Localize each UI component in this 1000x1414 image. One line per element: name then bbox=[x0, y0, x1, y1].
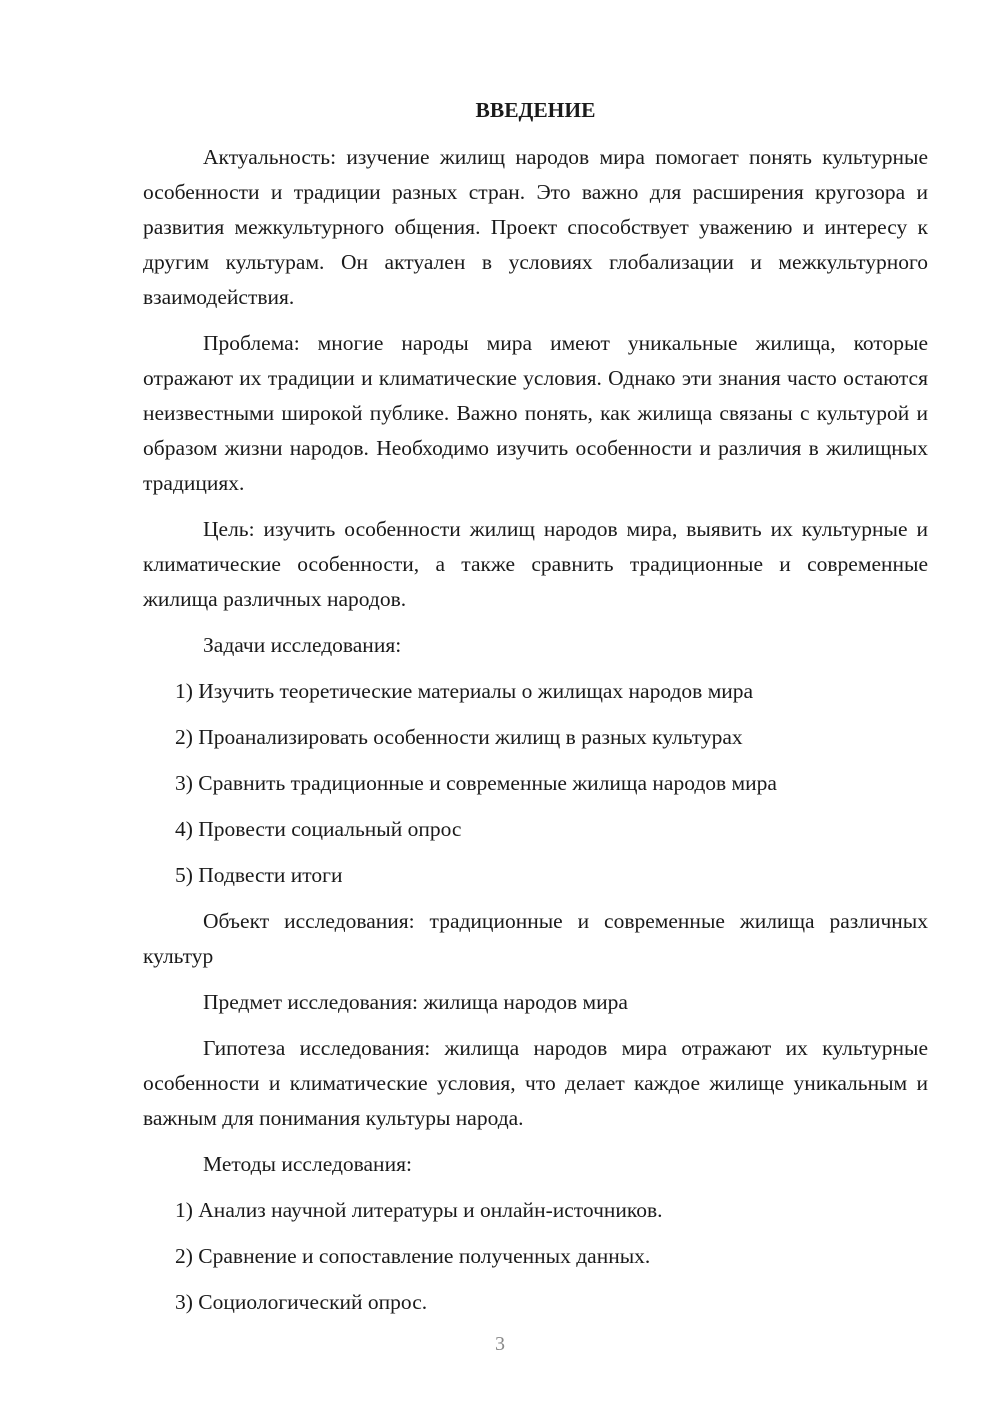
page-number: 3 bbox=[495, 1333, 505, 1355]
tasks-heading: Задачи исследования: bbox=[203, 633, 402, 657]
task-item: 3) Сравнить традиционные и современные жилища народов мира bbox=[175, 771, 777, 795]
problem-paragraph: Проблема: многие народы мира имеют уникальные жилища, которые отражают их традиции и климатические условия. Однако эти знания часто остаются неизвестными широкой публике. Важно понять, как жилища связаны с культурой и образом жизни народов. Необходимо изучить особенности и различия в жилищных традициях. bbox=[143, 331, 928, 495]
method-item: 2) Сравнение и сопоставление полученных данных. bbox=[175, 1244, 651, 1268]
method-item: 3) Социологический опрос. bbox=[175, 1290, 428, 1314]
method-item: 1) Анализ научной литературы и онлайн-источников. bbox=[175, 1198, 663, 1222]
methods-heading: Методы исследования: bbox=[203, 1152, 412, 1176]
relevance-paragraph: Актуальность: изучение жилищ народов мира помогает понять культурные особенности и традиции разных стран. Это важно для расширения кругозора и развития межкультурного общения. Проект способствует уважению и интересу к другим культурам. Он актуален в условиях глобализации и межкультурного взаимодействия. bbox=[143, 145, 928, 309]
page-content bbox=[143, 93, 928, 1331]
task-item: 2) Проанализировать особенности жилищ в разных культурах bbox=[175, 725, 743, 749]
task-item: 1) Изучить теоретические материалы о жилищах народов мира bbox=[175, 679, 754, 703]
goal-paragraph: Цель: изучить особенности жилищ народов мира, выявить их культурные и климатические особенности, а также сравнить традиционные и современные жилища различных народов. bbox=[143, 517, 928, 611]
section-title: ВВЕДЕНИЕ bbox=[475, 98, 596, 122]
subject-line: Предмет исследования: жилища народов мира bbox=[203, 990, 628, 1014]
object-paragraph: Объект исследования: традиционные и современные жилища различных культур bbox=[143, 909, 928, 968]
task-item: 5) Подвести итоги bbox=[175, 863, 343, 887]
hypothesis-paragraph: Гипотеза исследования: жилища народов мира отражают их культурные особенности и климатические условия, что делает каждое жилище уникальным и важным для понимания культуры народа. bbox=[143, 1036, 928, 1130]
task-item: 4) Провести социальный опрос bbox=[175, 817, 462, 841]
